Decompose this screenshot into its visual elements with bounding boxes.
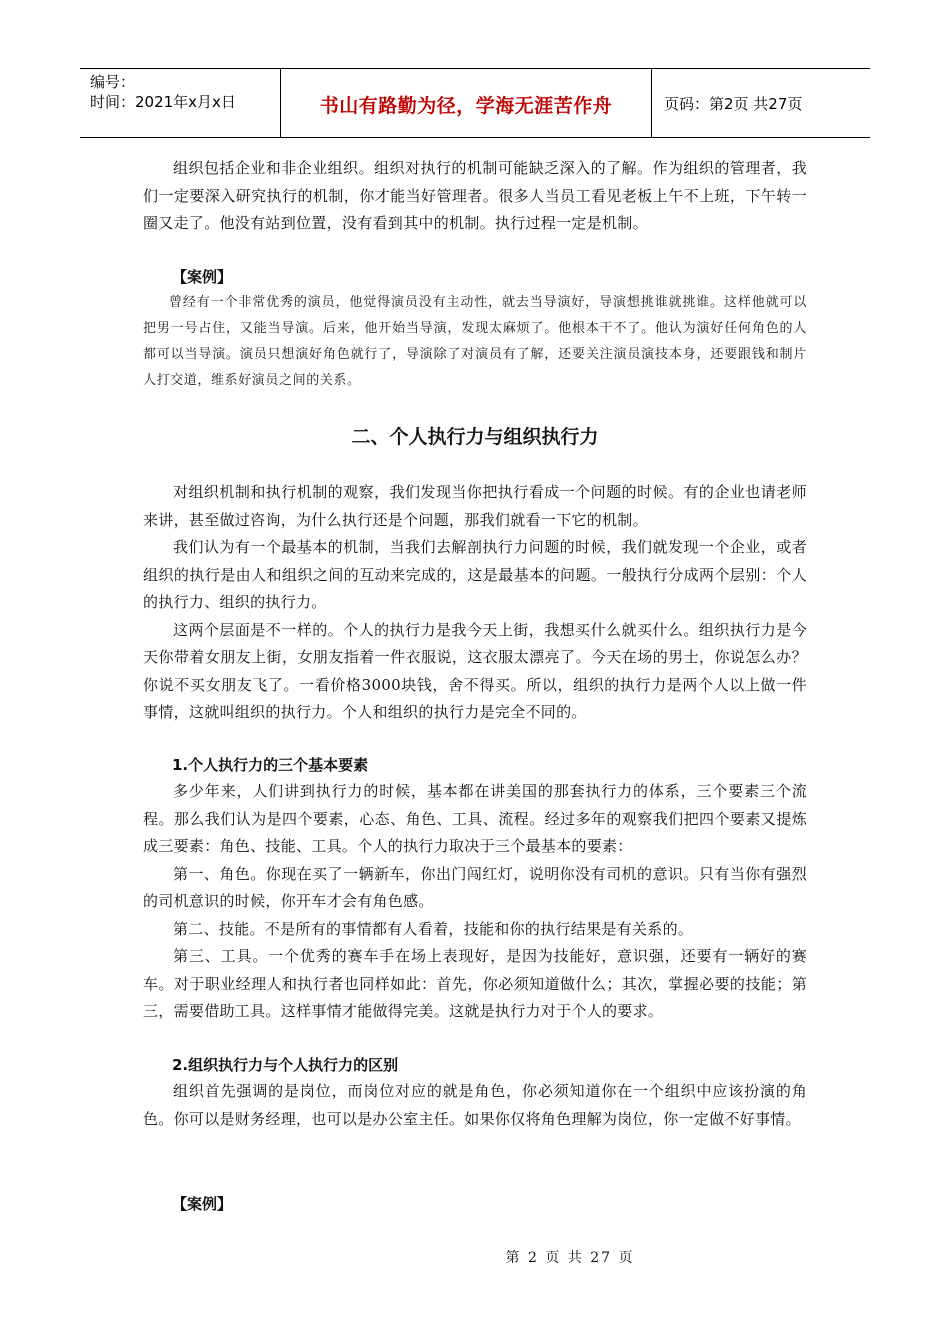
case-paragraph: 曾经有一个非常优秀的演员，他觉得演员没有主动性，就去当导演好，导演想挑谁就挑谁。这样他就可以把男一号占住，又能当导演。后来，他开始当导演，发现太麻烦了。他根本干不了。他认为演好任何角色的人都可以当导演。演员只想演好角色就行了，导演除了对演员有了解，还要关注演员演技本身，还要跟钱和制片人打交道，维系好演员之间的关系。 <box>143 295 807 388</box>
paragraph: 对组织机制和执行机制的观察，我们发现当你把执行看成一个问题的时候。有的企业也请老师来讲，甚至做过咨询，为什么执行还是个问题，那我们就看一下它的机制。 <box>143 483 807 529</box>
header-motto-cell <box>281 69 652 137</box>
case-label: 【案例】 <box>172 1195 233 1213</box>
time-label: 时间：2021年x月x日 <box>90 93 236 111</box>
case-label: 【案例】 <box>172 268 233 286</box>
paragraph: 第三、工具。一个优秀的赛车手在场上表现好，是因为技能好，意识强，还要有一辆好的赛车。对于职业经理人和执行者也同样如此：首先，你必须知道做什么；其次，掌握必要的技能；第三，需要借助工具。这样事情才能做得完美。这就是执行力对于个人的要求。 <box>143 947 807 1020</box>
section-2-body <box>143 479 807 727</box>
section-title: 二、个人执行力与组织执行力 <box>351 426 599 448</box>
paragraph: 组织首先强调的是岗位，而岗位对应的就是角色，你必须知道你在一个组织中应该扮演的角色。你可以是财务经理，也可以是办公室主任。如果你仅将角色理解为岗位，你一定做不好事情。 <box>143 1082 807 1128</box>
subsection-title-2: 2.组织执行力与个人执行力的区别 <box>172 1056 399 1074</box>
header-page-info: 页码：第2页 共27页 <box>664 95 803 113</box>
paragraph-1-block <box>143 155 807 238</box>
paragraph: 多少年来，人们讲到执行力的时候，基本都在讲美国的那套执行力的体系，三个要素三个流程。那么我们认为是四个要素，心态、角色、工具、流程。经过多年的观察我们把四个要素又提炼成三要素：角色、技能、工具。个人的执行力取决于三个最基本的要素： <box>143 782 807 855</box>
page-footer: 第 2 页 共 27 页 <box>505 1250 635 1266</box>
document-header <box>80 68 870 138</box>
paragraph: 这两个层面是不一样的。个人的执行力是我今天上街，我想买什么就买什么。组织执行力是今天你带着女朋友上街，女朋友指着一件衣服说，这衣服太漂亮了。今天在场的男士，你说怎么办？你说不买女朋友飞了。一看价格3000块钱，舍不得买。所以，组织的执行力是两个人以上做一件事情，这就叫组织的执行力。个人和组织的执行力是完全不同的。 <box>143 620 807 721</box>
serial-label: 编号： <box>90 73 136 91</box>
paragraph: 组织包括企业和非企业组织。组织对执行的机制可能缺乏深入的了解。作为组织的管理者，我们一定要深入研究执行的机制，你才能当好管理者。很多人当员工看见老板上午不上班，下午转一圈又走了。他没有站到位置，没有看到其中的机制。执行过程一定是机制。 <box>143 159 807 232</box>
subsection-2-body <box>143 1078 807 1133</box>
paragraph: 第一、角色。你现在买了一辆新车，你出门闯红灯，说明你没有司机的意识。只有当你有强烈的司机意识的时候，你开车才会有角色感。 <box>143 864 807 910</box>
subsection-title-1: 1.个人执行力的三个基本要素 <box>172 756 369 774</box>
subsection-1-body <box>143 778 807 1026</box>
motto-text: 书山有路勤为径，学海无涯苦作舟 <box>319 95 613 117</box>
header-meta-cell <box>80 69 281 137</box>
paragraph: 第二、技能。不是所有的事情都有人看着，技能和你的执行结果是有关系的。 <box>173 919 694 938</box>
header-page-cell <box>652 69 870 137</box>
paragraph: 我们认为有一个最基本的机制，当我们去解剖执行力问题的时候，我们就发现一个企业，或者组织的执行是由人和组织之间的互动来完成的，这是最基本的问题。一般执行分成两个层别：个人的执行力、组织的执行力。 <box>143 538 807 611</box>
